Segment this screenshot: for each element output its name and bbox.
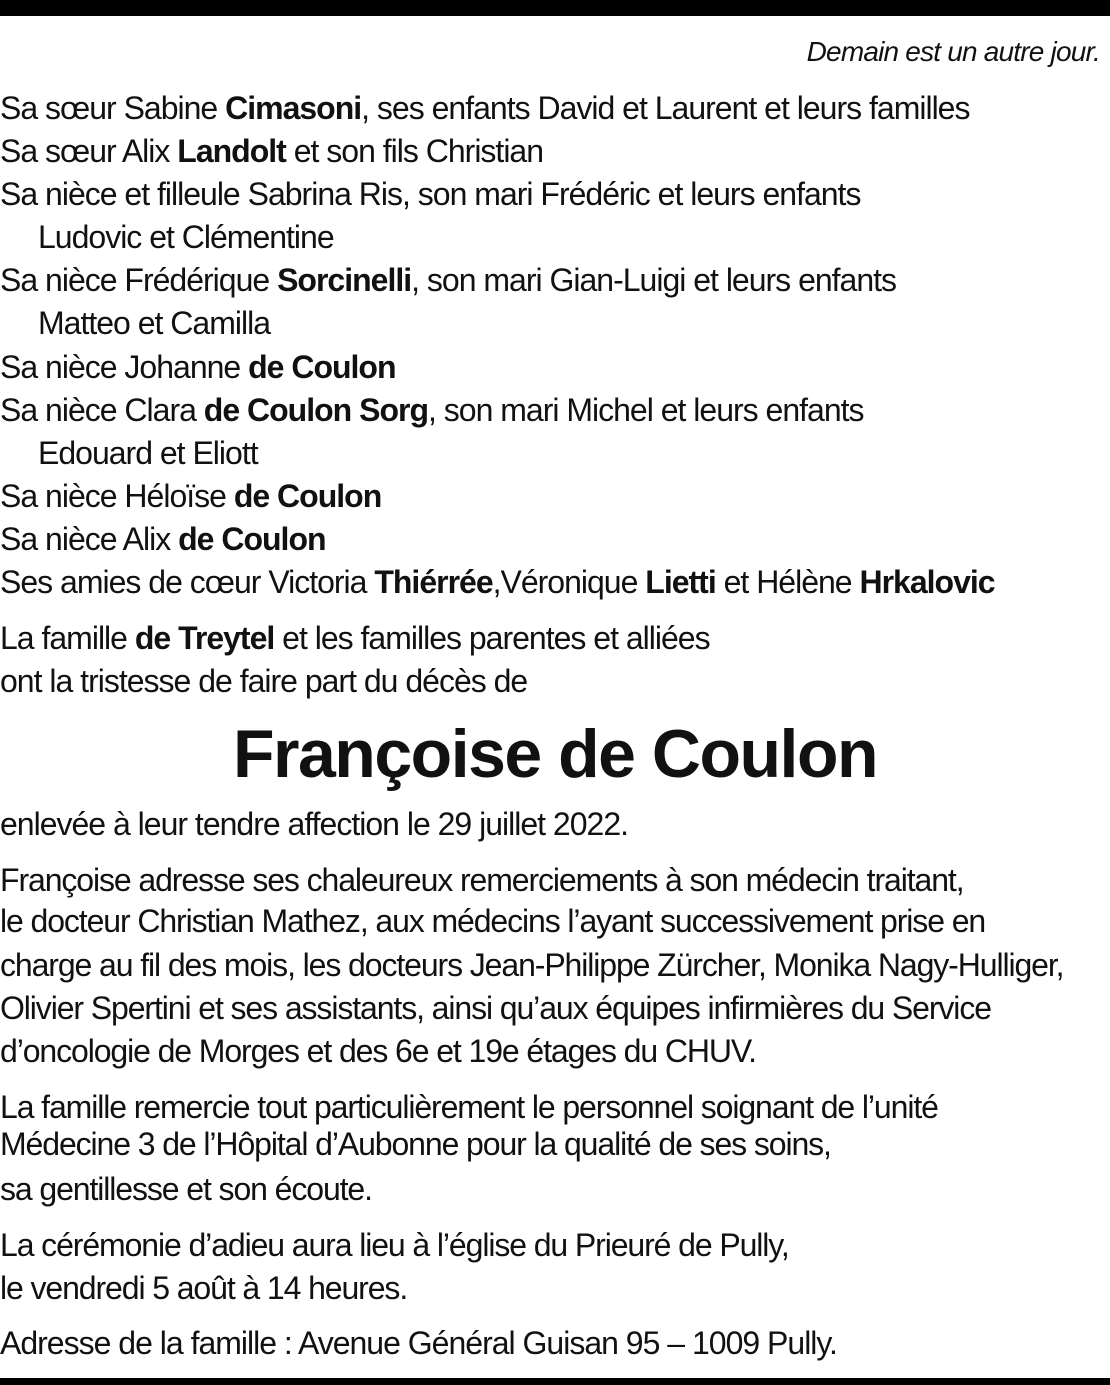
paragraph-line: Françoise adresse ses chaleureux remerciements à son médecin traitant,	[0, 862, 964, 898]
family-line: Sa sœur Alix Landolt et son fils Christian	[0, 133, 544, 169]
family-line: Matteo et Camilla	[38, 305, 270, 341]
paragraph-line: le vendredi 5 août à 14 heures.	[0, 1270, 408, 1306]
family-line: Ludovic et Clémentine	[38, 219, 334, 255]
family-line: Sa nièce Frédérique Sorcinelli, son mari Gian-Luigi et leurs enfants	[0, 262, 897, 298]
paragraph-line: le docteur Christian Mathez, aux médecins l’ayant successivement prise en	[0, 903, 986, 939]
family-line: Sa nièce Alix de Coulon	[0, 521, 326, 557]
family-address: Adresse de la famille : Avenue Général Guisan 95 – 1009 Pully.	[0, 1325, 837, 1361]
friends-line: Ses amies de cœur Victoria Thiérrée,Véronique Lietti et Hélène Hrkalovic	[0, 564, 995, 600]
family-line: Sa sœur Sabine Cimasoni, ses enfants David et Laurent et leurs familles	[0, 90, 970, 126]
family-line: Sa nièce et filleule Sabrina Ris, son mari Frédéric et leurs enfants	[0, 176, 861, 212]
paragraph-line: charge au fil des mois, les docteurs Jean-Philippe Zürcher, Monika Nagy-Hulliger,	[0, 947, 1064, 983]
announce-line: La famille de Treytel et les familles parentes et alliées	[0, 620, 710, 656]
deceased-name: Françoise de Coulon	[232, 716, 878, 792]
paragraph-line: Médecine 3 de l’Hôpital d’Aubonne pour la qualité de ses soins,	[0, 1126, 831, 1162]
family-line: Sa nièce Johanne de Coulon	[0, 349, 396, 385]
paragraph-line: La cérémonie d’adieu aura lieu à l’église du Prieuré de Pully,	[0, 1227, 789, 1263]
family-line: Edouard et Eliott	[38, 435, 258, 471]
passing-line: enlevée à leur tendre affection le 29 juillet 2022.	[0, 806, 628, 842]
paragraph-line: La famille remercie tout particulièrement le personnel soignant de l’unité	[0, 1089, 938, 1125]
bottom-border	[0, 1378, 1110, 1385]
family-line: Sa nièce Clara de Coulon Sorg, son mari Michel et leurs enfants	[0, 392, 864, 428]
paragraph-line: d’oncologie de Morges et des 6e et 19e étages du CHUV.	[0, 1033, 756, 1069]
paragraph-line: Olivier Spertini et ses assistants, ainsi qu’aux équipes infirmières du Service	[0, 990, 991, 1026]
top-border	[0, 0, 1110, 16]
family-line: Sa nièce Héloïse de Coulon	[0, 478, 382, 514]
paragraph-line: sa gentillesse et son écoute.	[0, 1171, 372, 1207]
announce-line: ont la tristesse de faire part du décès de	[0, 663, 528, 699]
motto: Demain est un autre jour.	[806, 36, 1100, 67]
